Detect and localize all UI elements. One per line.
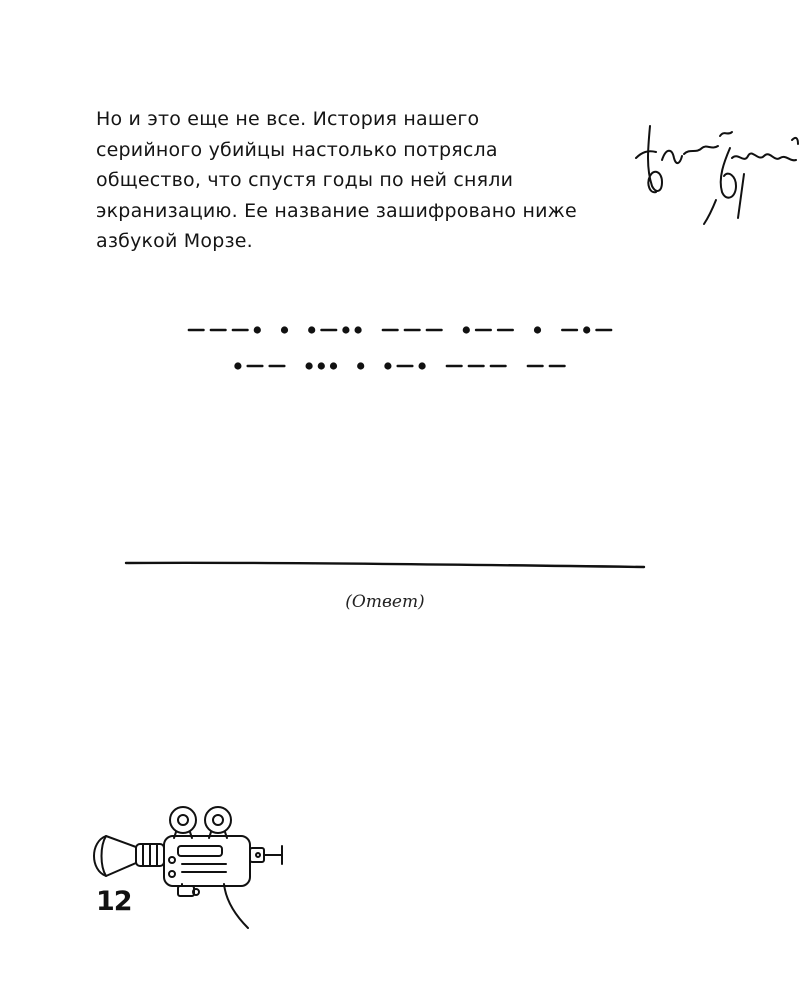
morse-letter [308, 326, 362, 333]
morse-dot [254, 326, 261, 333]
morse-letter [534, 326, 541, 333]
morse-row-1 [0, 316, 800, 344]
morse-dot [357, 362, 364, 369]
morse-letter [234, 362, 285, 369]
morse-letter [446, 365, 507, 368]
morse-letter [527, 365, 566, 368]
morse-dot [583, 326, 590, 333]
morse-dot [384, 362, 391, 369]
morse-dot [308, 326, 315, 333]
morse-dot [463, 326, 470, 333]
morse-letter [188, 326, 261, 333]
morse-letter [281, 326, 288, 333]
morse-dash [188, 329, 205, 332]
morse-letter [357, 362, 364, 369]
intro-paragraph [96, 104, 636, 257]
morse-letter [306, 362, 338, 369]
page-number: 12 [96, 886, 132, 917]
morse-dash [320, 329, 337, 332]
morse-dot [281, 326, 288, 333]
morse-dash [269, 365, 286, 368]
morse-dot [342, 326, 349, 333]
answer-line [124, 556, 646, 570]
morse-dash [549, 365, 566, 368]
morse-dot [419, 362, 426, 369]
morse-dash [397, 365, 414, 368]
morse-dash [490, 365, 507, 368]
morse-dot [355, 326, 362, 333]
morse-row-2 [0, 352, 800, 380]
morse-dot [306, 362, 313, 369]
morse-letter [384, 362, 425, 369]
morse-dash [210, 329, 227, 332]
morse-letter [561, 326, 612, 333]
morse-dash [475, 329, 492, 332]
answer-label: (Ответ) [345, 592, 425, 612]
morse-dot [318, 362, 325, 369]
morse-dash [497, 329, 514, 332]
morse-dash [595, 329, 612, 332]
paragraph-line: серийного убийцы настолько потрясла [96, 138, 498, 161]
morse-dash [446, 365, 463, 368]
morse-dot [330, 362, 337, 369]
morse-dash [404, 329, 421, 332]
morse-dot [234, 362, 241, 369]
morse-dash [247, 365, 264, 368]
morse-dash [382, 329, 399, 332]
paragraph-line: Но и это еще не все. История нашего [96, 108, 480, 130]
paragraph-line: общество, что спустя годы по ней сняли [96, 169, 514, 191]
morse-dot [534, 326, 541, 333]
morse-dash [468, 365, 485, 368]
morse-letter [463, 326, 514, 333]
signature-scribble-icon [632, 118, 800, 230]
morse-dash [232, 329, 249, 332]
paragraph-line: азбукой Морзе. [96, 230, 253, 252]
paragraph-line: экранизацию. Ее название зашифровано ниже [96, 199, 577, 222]
morse-dash [426, 329, 443, 332]
morse-dash [561, 329, 578, 332]
morse-letter [382, 329, 443, 332]
morse-dash [527, 365, 544, 368]
